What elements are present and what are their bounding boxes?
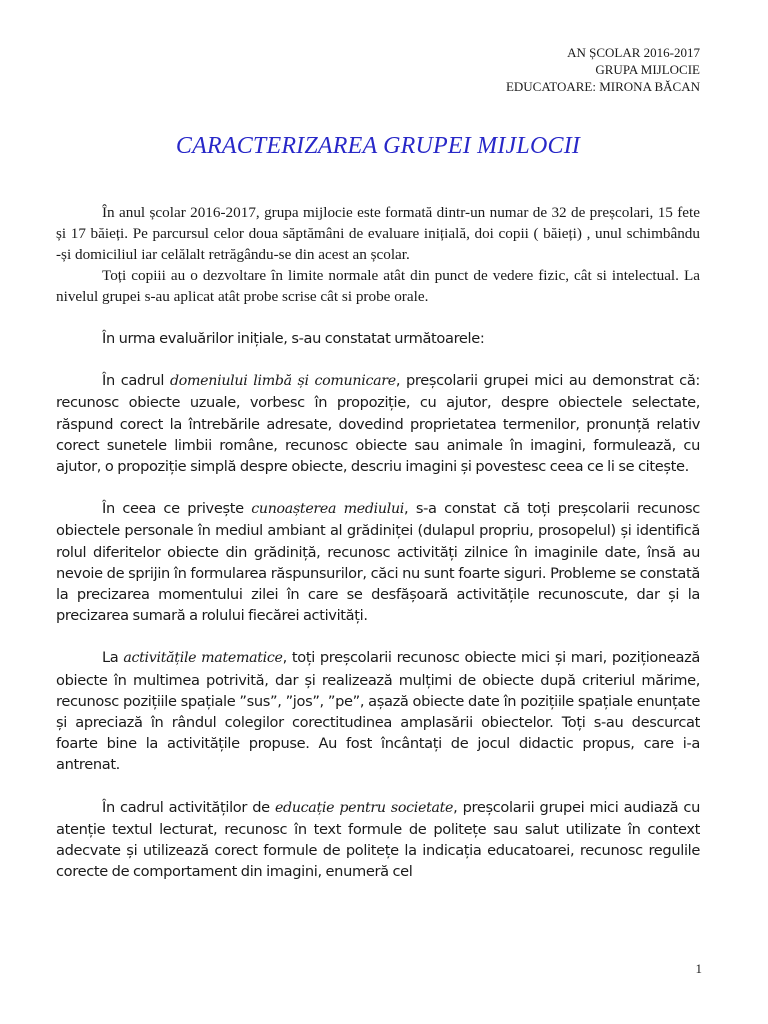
paragraph-language: În cadrul domeniului limbă și comunicare, preșcolarii grupei mici au demonstrat că: recunosc obiecte uzuale, vorbesc în propoziție, cu ajutor, despre obiectele selectate, răspund corect la întrebările adresate, dovedind proprietatea termenilor, pronunță relativ corect sunetele limbii române, recunosc obiecte sau animale în imagini, formulează, cu ajutor, o propoziție simplă despre obiecte, descriu imagini și povestesc ceea ce li se citește. [56,372,701,476]
paragraph-development: Toți copiii au o dezvoltare în limite normale atât din punct de vedere fizic, cât si intelectual. La nivelul grupei s-au aplicat atât probe scrise cât si probe orale. [56,267,700,305]
document-title: CARACTERIZAREA GRUPEI MIJLOCII [175,133,581,159]
school-year: AN ȘCOLAR 2016-2017 [567,45,700,60]
paragraph-intro: În anul școlar 2016-2017, grupa mijlocie este formată dintr-un numar de 32 de preșcolari, 15 fete și 17 băieți. Pe parcursul celor doua săptămâni de evaluare inițială, doi copii ( băieți) , unul schimbându -și domiciliul iar celălalt retrăgându-se din acest an școlar. [56,204,700,263]
document-header [56,44,700,95]
paragraph-evaluation-lead: În urma evaluărilor inițiale, s-au constatat următoarele: [102,330,485,347]
domain-math-emphasis: activitățile matematice [123,650,283,667]
paragraph-math: La activitățile matematice, toți preșcolarii recunosc obiecte mici și mari, poziționează obiecte în multimea potrivită, dar și realizează mulțimi de obiecte după criteriul mărime, recunosc pozițiile spațiale ”sus”, ”jos”, ”pe”, așază obiecte date în pozițiile spațiale enunțate și apreciază în rândul colegilor corectitudinea amplasării obiectelor. Toți s-au descurcat foarte bine la activitățile propuse. Au fost încântați de jocul didactic propus, care i-a antrenat. [56,649,701,774]
domain-society-emphasis: educație pentru societate [274,799,454,816]
page-number: 1 [695,961,702,976]
domain-language-emphasis: domeniului limbă și comunicare [169,373,396,390]
domain-environment-emphasis: cunoașterea mediului [251,501,405,518]
group-name: GRUPA MIJLOCIE [595,62,700,77]
paragraph-environment: În ceea ce privește cunoașterea mediului, s-a constat că toți preșcolarii recunosc obiectele personale în mediul ambiant al grădiniței (dulapul propriu, prosopelul) și identifică rolul diferitelor obiecte din grădiniță, recunosc activități zilnice în imaginile date, însă au nevoie de sprijin în formularea răspunsurilor, căci nu sunt foarte siguri. Probleme se constată la precizarea momentului zilei în care se desfășoară activitățile recunoscute, dar și la precizarea sumară a rolului fiecărei activități. [56,500,700,625]
paragraph-society: În cadrul activităților de educație pentru societate, preșcolarii grupei mici audiază cu atenție textul lecturat, recunosc în text formule de politețe sau salut utilizate în context adecvate și utilizează corect formule de politețe la indicația educatoarei, recunosc regulile corecte de comportament din imagini, enumeră cel [56,798,700,881]
teacher-name: EDUCATOARE: MIRONA BĂCAN [505,79,700,94]
